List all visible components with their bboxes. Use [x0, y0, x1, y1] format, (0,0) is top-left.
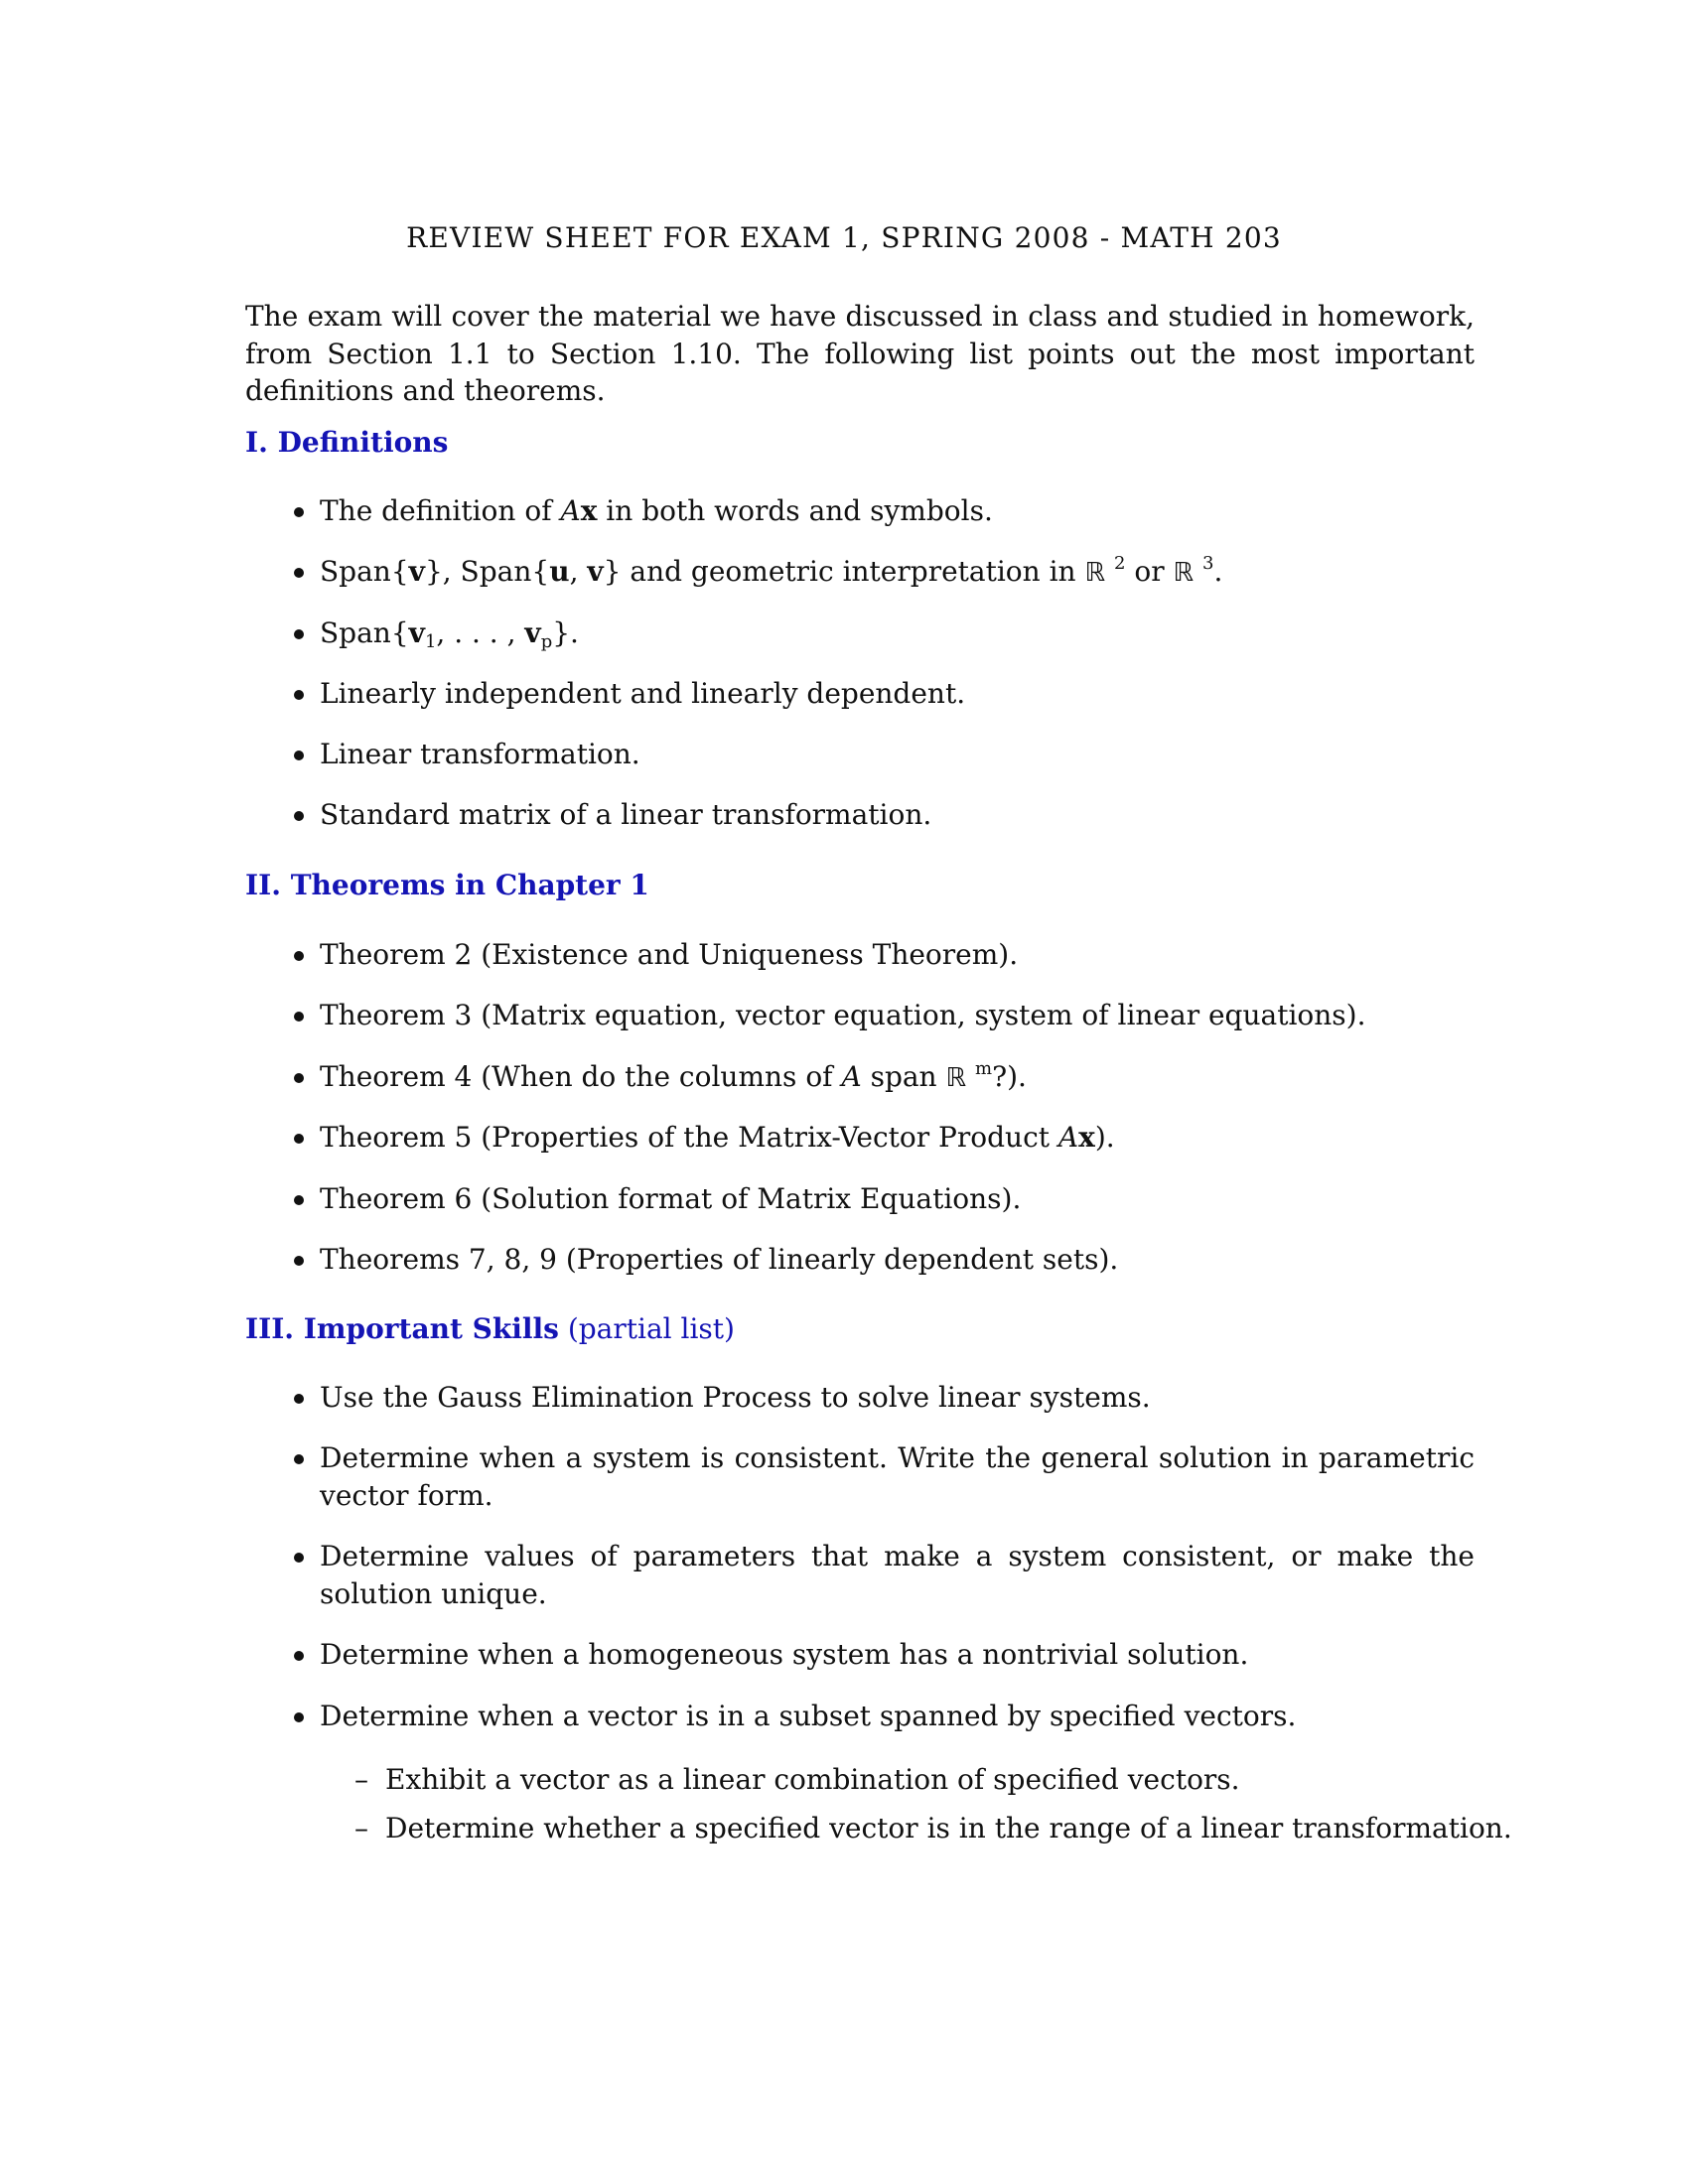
item-text: The definition of — [320, 494, 561, 527]
bullet-icon — [294, 1012, 304, 1022]
math-symbol: u — [549, 555, 570, 588]
list-item — [320, 1058, 1027, 1093]
heading-text: III. Important Skills — [245, 1312, 559, 1345]
bullet-icon — [294, 690, 304, 700]
bullet-icon — [294, 811, 304, 821]
math-symbol: A — [841, 1060, 862, 1093]
exponent: 2 — [1113, 553, 1126, 574]
math-symbol: v — [587, 555, 604, 588]
bullet-icon — [294, 751, 304, 760]
section-heading-skills — [245, 1312, 735, 1345]
real-numbers-symbol: ℝ — [945, 1063, 967, 1093]
math-symbol: v — [408, 555, 425, 588]
item-text: ?). — [992, 1060, 1027, 1093]
bullet-icon — [294, 1073, 304, 1083]
math-symbol: v — [524, 616, 541, 649]
bullet-icon — [294, 1256, 304, 1266]
list-item: Linearly independent and linearly dependent. — [320, 677, 966, 710]
bullet-icon — [294, 1454, 304, 1464]
real-numbers-symbol: ℝ — [1173, 558, 1195, 588]
bullet-icon — [294, 507, 304, 517]
list-item: Determine when a vector is in a subset spanned by specified vectors. — [320, 1700, 1297, 1732]
item-text: in both words and symbols. — [597, 494, 993, 527]
exponent: m — [975, 1058, 993, 1079]
heading-suffix: (partial list) — [558, 1312, 735, 1345]
bullet-icon — [294, 629, 304, 639]
math-symbol: A — [560, 494, 581, 527]
sub-list-item: Determine whether a specified vector is in the range of a linear transformation. — [385, 1812, 1512, 1844]
item-text: Span{ — [320, 616, 409, 649]
real-numbers-symbol: ℝ — [1084, 558, 1106, 588]
bullet-icon — [294, 1195, 304, 1205]
item-text: span — [861, 1060, 946, 1093]
subscript: p — [540, 631, 553, 652]
item-text: Theorem 5 (Properties of the Matrix-Vector Product — [320, 1121, 1058, 1154]
item-text: Theorem 4 (When do the columns of — [320, 1060, 842, 1093]
item-text: , . . . , — [436, 616, 525, 649]
item-text: Span{ — [320, 555, 409, 588]
item-text: } and geometric interpretation in — [603, 555, 1085, 588]
item-text: }. — [552, 616, 579, 649]
item-text: ). — [1094, 1121, 1115, 1154]
list-item: Use the Gauss Elimination Process to solve linear systems. — [320, 1381, 1151, 1414]
bullet-icon — [294, 1394, 304, 1404]
item-text: or — [1125, 555, 1174, 588]
bullet-icon — [294, 1712, 304, 1722]
list-item: Determine when a homogeneous system has a nontrivial solution. — [320, 1638, 1249, 1671]
math-symbol: x — [1078, 1121, 1095, 1154]
dash-marker-icon: – — [354, 1763, 368, 1796]
list-item: Determine when a system is consistent. Write the general solution in parametric vector form. — [320, 1441, 1475, 1512]
list-item — [320, 1121, 1115, 1154]
item-text: }, Span{ — [424, 555, 550, 588]
list-item: Theorem 2 (Existence and Uniqueness Theorem). — [320, 938, 1019, 971]
list-item: Determine values of parameters that make a system consistent, or make the solution unique. — [320, 1540, 1475, 1610]
list-item: Theorem 6 (Solution format of Matrix Equations). — [320, 1182, 1022, 1215]
item-text: , — [569, 555, 588, 588]
section-heading-theorems: II. Theorems in Chapter 1 — [245, 869, 649, 901]
exponent: 3 — [1201, 553, 1214, 574]
subscript: 1 — [424, 631, 437, 652]
bullet-icon — [294, 568, 304, 578]
list-item — [320, 494, 993, 527]
page-title: REVIEW SHEET FOR EXAM 1, SPRING 2008 - MATH 203 — [406, 221, 1282, 254]
intro-paragraph: The exam will cover the material we have discussed in class and studied in homework, from Section 1.1 to Section 1.10. The following list points out the most important definitions and theorems. — [245, 300, 1475, 407]
math-symbol: v — [408, 616, 425, 649]
bullet-icon — [294, 951, 304, 961]
list-item: Standard matrix of a linear transformation. — [320, 798, 932, 831]
list-item — [320, 553, 1223, 588]
section-heading-definitions: I. Definitions — [245, 426, 449, 459]
dash-marker-icon: – — [354, 1812, 368, 1844]
bullet-icon — [294, 1553, 304, 1563]
list-item: Theorems 7, 8, 9 (Properties of linearly dependent sets). — [320, 1243, 1119, 1276]
math-symbol: x — [580, 494, 598, 527]
bullet-icon — [294, 1134, 304, 1144]
sub-list-item: Exhibit a vector as a linear combination of specified vectors. — [385, 1763, 1240, 1796]
item-text: . — [1213, 555, 1223, 588]
math-symbol: A — [1057, 1121, 1079, 1154]
list-item: Theorem 3 (Matrix equation, vector equation, system of linear equations). — [320, 999, 1366, 1031]
list-item — [320, 616, 579, 652]
bullet-icon — [294, 1651, 304, 1661]
list-item: Linear transformation. — [320, 738, 640, 770]
